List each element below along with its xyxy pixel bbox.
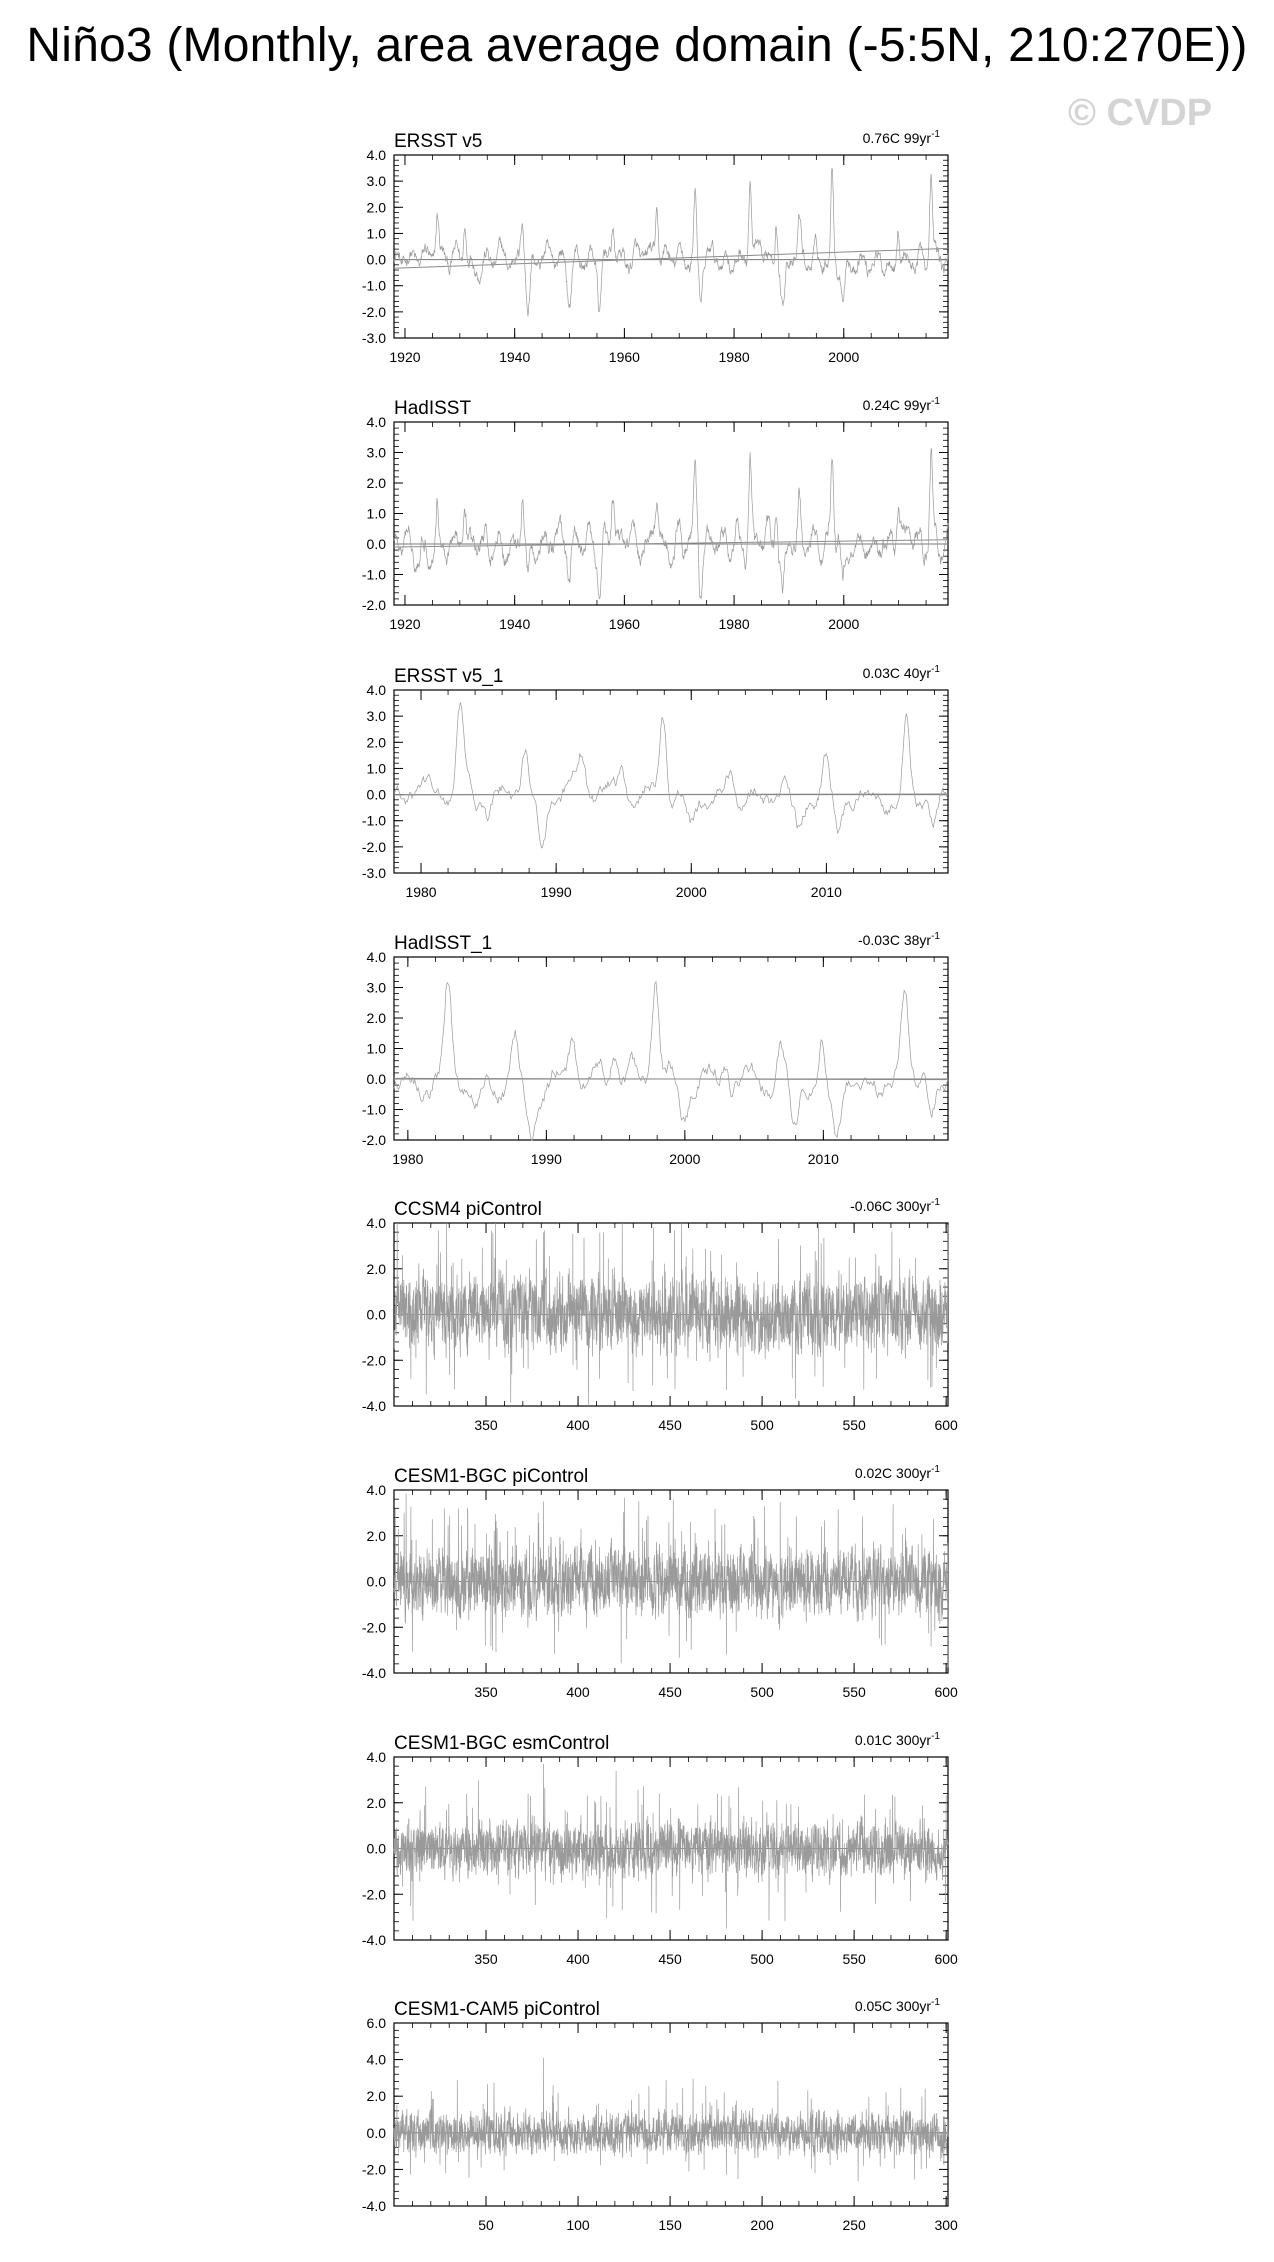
chart-panel	[362, 396, 948, 632]
x-tick-label: 500	[750, 1417, 774, 1433]
y-tick-label: 6.0	[366, 2015, 386, 2031]
y-tick-label: -3.0	[361, 330, 386, 346]
x-tick-label: 100	[566, 2217, 590, 2233]
x-tick-label: 1960	[608, 616, 640, 632]
series-line	[394, 702, 948, 848]
x-tick-label: 200	[750, 2217, 774, 2233]
y-tick-label: -2.0	[361, 1132, 386, 1148]
chart-panel	[362, 1197, 958, 1433]
x-tick-label: 600	[934, 1951, 958, 1967]
trend-stat-value: 0.24C	[862, 397, 900, 413]
plot-frame	[394, 422, 948, 605]
y-tick-label: 3.0	[366, 979, 386, 996]
x-tick-label: 1940	[499, 349, 531, 365]
y-tick-label: -2.0	[361, 2161, 386, 2178]
y-tick-label: 0.0	[366, 1071, 386, 1087]
x-tick-label: 500	[750, 1684, 774, 1700]
trend-stat-exponent: -1	[931, 1464, 940, 1475]
y-tick-label: -4.0	[361, 1665, 386, 1681]
chart-title: HadISST_1	[394, 933, 493, 954]
trend-stat-period: 99yr	[899, 130, 932, 146]
y-tick-label: 2.0	[366, 734, 386, 751]
y-tick-label: -1.0	[361, 1101, 386, 1118]
trend-stat-value: -0.06C	[850, 1198, 893, 1214]
x-tick-label: 1960	[608, 349, 640, 365]
trend-stat	[863, 396, 941, 413]
x-tick-label: 150	[658, 2217, 682, 2233]
x-tick-label: 1990	[540, 884, 572, 900]
trend-stat-period: 99yr	[899, 397, 932, 413]
y-tick-label: -2.0	[361, 597, 386, 613]
series-line	[394, 1764, 948, 1929]
series-line	[394, 168, 948, 316]
x-tick-label: 250	[842, 2217, 866, 2233]
trend-stat-value: 0.05C	[854, 1998, 893, 2014]
watermark: © CVDP	[1068, 92, 1213, 134]
plot-frame	[394, 957, 948, 1140]
plot-frame	[394, 690, 948, 873]
trend-stat	[855, 1731, 941, 1748]
trend-stat-value: 0.76C	[862, 130, 900, 146]
trend-stat-period: 40yr	[899, 665, 932, 681]
plot-frame	[394, 155, 948, 338]
x-tick-label: 400	[566, 1951, 590, 1967]
trend-stat-value: -0.03C	[857, 932, 900, 948]
y-tick-label: 2.0	[366, 1527, 386, 1544]
chart-panel	[362, 1731, 958, 1967]
plot-frame	[394, 2023, 948, 2206]
x-tick-label: 350	[474, 1951, 498, 1967]
series-line	[394, 2058, 948, 2182]
trend-stat-exponent: -1	[931, 1731, 940, 1742]
page-title: Niño3 (Monthly, area average domain (-5:5N, 210:270E))	[26, 19, 1248, 72]
x-tick-label: 400	[566, 1684, 590, 1700]
y-tick-label: -4.0	[361, 2198, 386, 2214]
trend-stat-exponent: -1	[931, 129, 940, 140]
y-tick-label: 2.0	[366, 1260, 386, 1277]
x-tick-label: 500	[750, 1951, 774, 1967]
y-tick-label: 0.0	[366, 1840, 386, 1857]
series-line	[394, 1494, 948, 1668]
x-tick-label: 400	[566, 1417, 590, 1433]
x-tick-label: 450	[658, 1684, 682, 1700]
x-tick-label: 2000	[828, 616, 860, 632]
trend-stat-period: 300yr	[892, 1732, 932, 1748]
y-tick-label: 4.0	[366, 1482, 386, 1498]
y-tick-label: 0.0	[366, 251, 386, 268]
y-tick-label: -1.0	[361, 812, 386, 829]
x-tick-label: 2000	[669, 1151, 701, 1167]
y-tick-label: 4.0	[366, 682, 386, 698]
y-tick-label: 4.0	[366, 147, 386, 163]
chart-panel	[362, 1464, 958, 1700]
x-tick-label: 550	[842, 1951, 866, 1967]
trend-stat	[858, 931, 940, 948]
x-tick-label: 1920	[389, 349, 421, 365]
y-tick-label: -4.0	[361, 1932, 386, 1948]
chart-title: CCSM4 piControl	[394, 1199, 542, 1220]
y-tick-label: 4.0	[366, 1749, 386, 1765]
chart-title: ERSST v5_1	[394, 666, 504, 687]
y-tick-label: 3.0	[366, 708, 386, 725]
trend-stat-period: 300yr	[892, 1198, 932, 1214]
trend-stat-period: 300yr	[892, 1465, 932, 1481]
trend-stat-value: 0.01C	[854, 1732, 893, 1748]
y-tick-label: 1.0	[366, 1040, 386, 1057]
y-tick-label: -1.0	[361, 566, 386, 583]
y-tick-label: 0.0	[366, 1573, 386, 1590]
y-tick-label: 0.0	[366, 2124, 386, 2141]
y-tick-label: 1.0	[366, 225, 386, 242]
x-tick-label: 450	[658, 1951, 682, 1967]
y-tick-label: 2.0	[366, 2088, 386, 2105]
y-tick-label: 4.0	[366, 414, 386, 430]
trend-stat	[855, 1464, 941, 1481]
trend-stat	[863, 129, 941, 146]
x-tick-label: 1980	[718, 616, 750, 632]
y-tick-label: -2.0	[361, 838, 386, 855]
x-tick-label: 300	[934, 2217, 958, 2233]
chart-title: CESM1-CAM5 piControl	[394, 1999, 600, 2020]
trend-stat-exponent: -1	[931, 396, 940, 407]
trend-stat-value: 0.03C	[862, 665, 900, 681]
y-tick-label: 3.0	[366, 173, 386, 190]
series-line	[394, 982, 948, 1140]
x-tick-label: 1980	[405, 884, 437, 900]
y-tick-label: 2.0	[366, 1010, 386, 1026]
y-tick-label: 0.0	[366, 1306, 386, 1323]
x-tick-label: 2000	[828, 349, 860, 365]
trend-line	[394, 540, 948, 547]
chart-title: ERSST v5	[394, 131, 483, 152]
chart-panel	[362, 931, 948, 1167]
x-tick-label: 2010	[810, 884, 842, 900]
trend-stat-value: 0.02C	[854, 1465, 893, 1481]
y-tick-label: -4.0	[361, 1398, 386, 1414]
trend-stat-exponent: -1	[931, 1997, 940, 2008]
x-tick-label: 2000	[675, 884, 707, 900]
trend-stat-period: 38yr	[899, 932, 932, 948]
y-tick-label: 2.0	[366, 199, 386, 216]
y-tick-label: 1.0	[366, 760, 386, 777]
x-tick-label: 1980	[392, 1151, 424, 1167]
y-tick-label: -2.0	[361, 1352, 386, 1369]
x-tick-label: 1940	[499, 616, 531, 632]
chart-title: HadISST	[394, 398, 472, 419]
trend-stat	[855, 1997, 941, 2014]
trend-stat-period: 300yr	[892, 1998, 932, 2014]
chart-title: CESM1-BGC piControl	[394, 1466, 589, 1487]
chart-panel	[362, 664, 948, 900]
trend-stat-exponent: -1	[931, 1197, 940, 1208]
y-tick-label: -2.0	[361, 1619, 386, 1636]
y-tick-label: -1.0	[361, 277, 386, 294]
x-tick-label: 2010	[807, 1151, 839, 1167]
chart-panel	[362, 129, 948, 365]
x-tick-label: 350	[474, 1684, 498, 1700]
x-tick-label: 1990	[530, 1151, 562, 1167]
x-tick-label: 50	[478, 2217, 494, 2233]
trend-stat-exponent: -1	[931, 931, 940, 942]
y-tick-label: -2.0	[361, 303, 386, 320]
x-tick-label: 1920	[389, 616, 421, 632]
x-tick-label: 450	[658, 1417, 682, 1433]
y-tick-label: 1.0	[366, 505, 386, 522]
trend-stat	[863, 664, 941, 681]
chart-title: CESM1-BGC esmControl	[394, 1733, 610, 1754]
x-tick-label: 600	[934, 1417, 958, 1433]
y-tick-label: 0.0	[366, 786, 386, 803]
chart-panel	[362, 1997, 958, 2233]
series-line	[394, 449, 948, 599]
y-tick-label: 2.0	[366, 1794, 386, 1811]
y-tick-label: 3.0	[366, 444, 386, 461]
y-tick-label: 4.0	[366, 949, 386, 965]
x-tick-label: 550	[842, 1684, 866, 1700]
y-tick-label: -3.0	[361, 865, 386, 881]
x-tick-label: 350	[474, 1417, 498, 1433]
y-tick-label: 4.0	[366, 1215, 386, 1231]
x-tick-label: 550	[842, 1417, 866, 1433]
y-tick-label: -2.0	[361, 1886, 386, 1903]
y-tick-label: 4.0	[366, 2051, 386, 2068]
trend-stat	[850, 1197, 940, 1214]
x-tick-label: 1980	[718, 349, 750, 365]
y-tick-label: 0.0	[366, 536, 386, 552]
y-tick-label: 2.0	[366, 475, 386, 491]
series-line	[394, 1223, 948, 1406]
x-tick-label: 600	[934, 1684, 958, 1700]
trend-stat-exponent: -1	[931, 664, 940, 675]
